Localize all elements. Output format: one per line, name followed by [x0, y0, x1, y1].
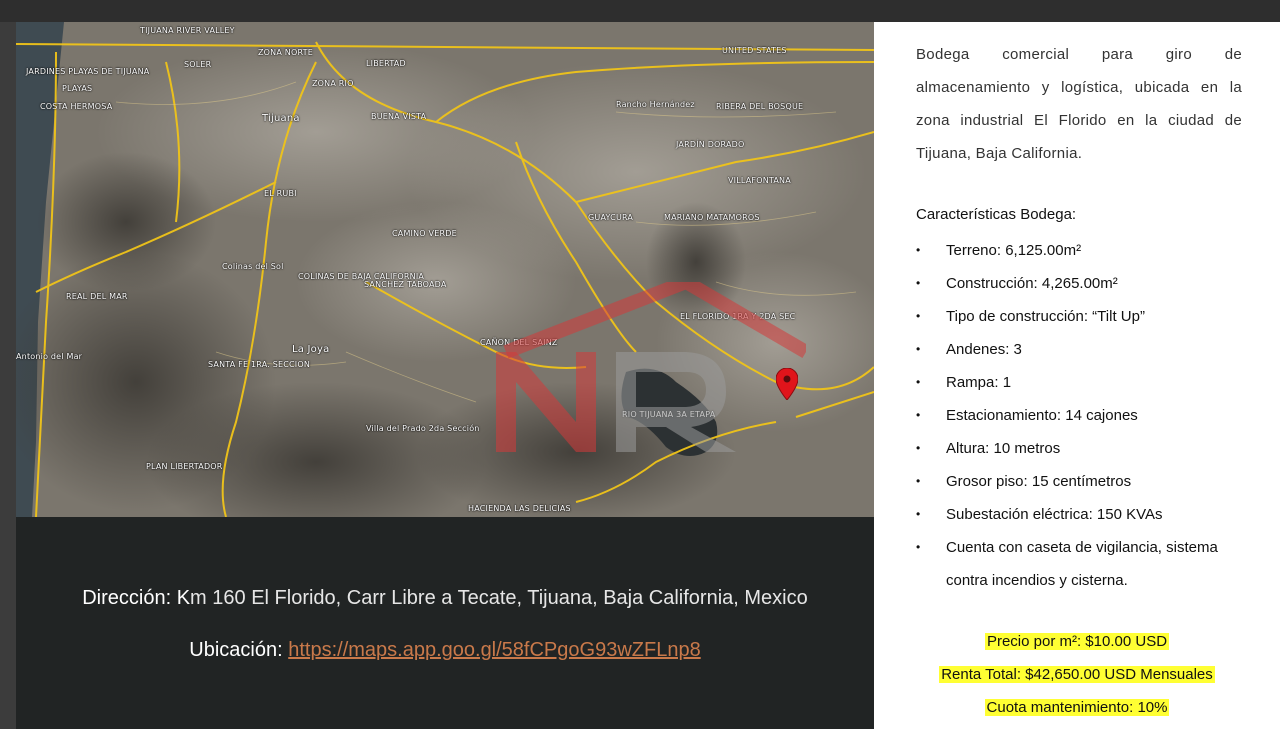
- map-label: ZONA RIO: [312, 79, 354, 88]
- map-label: RIBERA DEL BOSQUE: [716, 102, 804, 111]
- satellite-map[interactable]: [16, 22, 874, 517]
- location-link[interactable]: https://maps.app.goo.gl/58fCPgoG93wZFLnp8: [288, 639, 701, 661]
- map-pin-icon[interactable]: [776, 368, 798, 400]
- feature-text: Rampa: 1: [946, 374, 1012, 391]
- price-block: [874, 630, 1280, 729]
- map-label: PLAYAS: [62, 84, 93, 93]
- top-bar: [0, 0, 1280, 22]
- map-label: HACIENDA LAS DELICIAS: [468, 504, 571, 513]
- bullet: •: [916, 441, 921, 455]
- feature-item: [916, 432, 1246, 465]
- map-label: Villa del Prado 2da Sección: [366, 424, 480, 433]
- map-label: SOLER: [184, 60, 212, 69]
- address-label: Dirección: K: [82, 587, 191, 609]
- maintenance-line: [874, 696, 1280, 719]
- left-edge: [0, 22, 16, 729]
- bullet: •: [916, 540, 921, 554]
- bullet: •: [916, 309, 921, 323]
- address-panel: [16, 517, 874, 729]
- map-label: Tijuana: [262, 113, 300, 124]
- feature-text: Estacionamiento: 14 cajones: [946, 407, 1138, 424]
- map-label: UNITED STATES: [722, 46, 787, 55]
- map-label: BUENA VISTA: [371, 112, 427, 121]
- location-label: Ubicación:: [189, 639, 289, 661]
- feature-item: [916, 531, 1246, 597]
- map-label: COSTA HERMOSA: [40, 102, 113, 111]
- details-panel: [874, 22, 1280, 729]
- feature-text: Altura: 10 metros: [946, 440, 1061, 457]
- feature-text: Terreno: 6,125.00m²: [946, 242, 1082, 259]
- address-line: [16, 587, 874, 610]
- location-line: [16, 639, 874, 662]
- map-label: SANCHEZ TABOADA: [364, 280, 447, 289]
- map-label: Antonio del Mar: [16, 352, 83, 361]
- map-label: EL FLORIDO 1RA Y 2DA SEC: [680, 312, 796, 321]
- feature-item: [916, 300, 1246, 333]
- feature-item: [916, 498, 1246, 531]
- map-label: COLINAS DE BAJA CALIFORNIA: [298, 272, 425, 281]
- bullet: •: [916, 507, 921, 521]
- feature-text: Andenes: 3: [946, 341, 1022, 358]
- bullet: •: [916, 276, 921, 290]
- map-label: CAMINO VERDE: [392, 229, 457, 238]
- map-label: JARDINES PLAYAS DE TIJUANA: [26, 67, 150, 76]
- feature-item: [916, 399, 1246, 432]
- feature-item: [916, 465, 1246, 498]
- bullet: •: [916, 342, 921, 356]
- map-label: Colinas del Sol: [222, 262, 284, 271]
- feature-item: [916, 366, 1246, 399]
- map-label: LIBERTAD: [366, 59, 406, 68]
- property-description: Bodega comercial para giro de almacenamiento y logística, ubicada en la zona industrial El Florido en la ciudad de Tijuana, Baja California.: [916, 46, 1242, 162]
- bullet: •: [916, 408, 921, 422]
- map-label: MARIANO MATAMOROS: [664, 213, 760, 222]
- price-per-m2-line: [874, 630, 1280, 653]
- map-label: VILLAFONTANA: [728, 176, 791, 185]
- total-rent-line: [874, 663, 1280, 686]
- map-label: PLAN LIBERTADOR: [146, 462, 223, 471]
- map-label: TIJUANA RIVER VALLEY: [140, 26, 235, 35]
- feature-text: Construcción: 4,265.00m²: [946, 275, 1118, 292]
- nr-logo-watermark-icon: [486, 282, 806, 452]
- map-label: GUAYCURA: [588, 213, 634, 222]
- maintenance-fee: Cuota mantenimiento: 10%: [986, 699, 1168, 716]
- map-label: EL RUBI: [264, 189, 297, 198]
- features-title: Características Bodega:: [916, 206, 1077, 223]
- feature-item: [916, 234, 1246, 267]
- features-list: [916, 234, 1246, 597]
- price-per-m2: Precio por m²: $10.00 USD: [986, 633, 1168, 650]
- feature-text: Grosor piso: 15 centímetros: [946, 473, 1132, 490]
- feature-text: Tipo de construcción: “Tilt Up”: [946, 308, 1145, 325]
- map-label: ZONA NORTE: [258, 48, 313, 57]
- bullet: •: [916, 243, 921, 257]
- map-label: La Joya: [292, 344, 330, 355]
- map-label: Rancho Hernández: [616, 100, 695, 109]
- feature-item: [916, 333, 1246, 366]
- map-label: JARDÍN DORADO: [676, 140, 745, 149]
- total-rent: Renta Total: $42,650.00 USD Mensuales: [941, 666, 1213, 683]
- map-label: CAÑON DEL SAINZ: [480, 338, 558, 347]
- bullet: •: [916, 375, 921, 389]
- feature-text: Subestación eléctrica: 150 KVAs: [946, 506, 1163, 523]
- feature-text: Cuenta con caseta de vigilancia, sistema contra incendios y cisterna.: [946, 539, 1218, 589]
- map-label: SANTA FE 1RA. SECCION: [208, 360, 311, 369]
- bullet: •: [916, 474, 921, 488]
- map-label: REAL DEL MAR: [66, 292, 128, 301]
- feature-item: [916, 267, 1246, 300]
- address-value: m 160 El Florido, Carr Libre a Tecate, Tijuana, Baja California, Mexico: [190, 587, 808, 609]
